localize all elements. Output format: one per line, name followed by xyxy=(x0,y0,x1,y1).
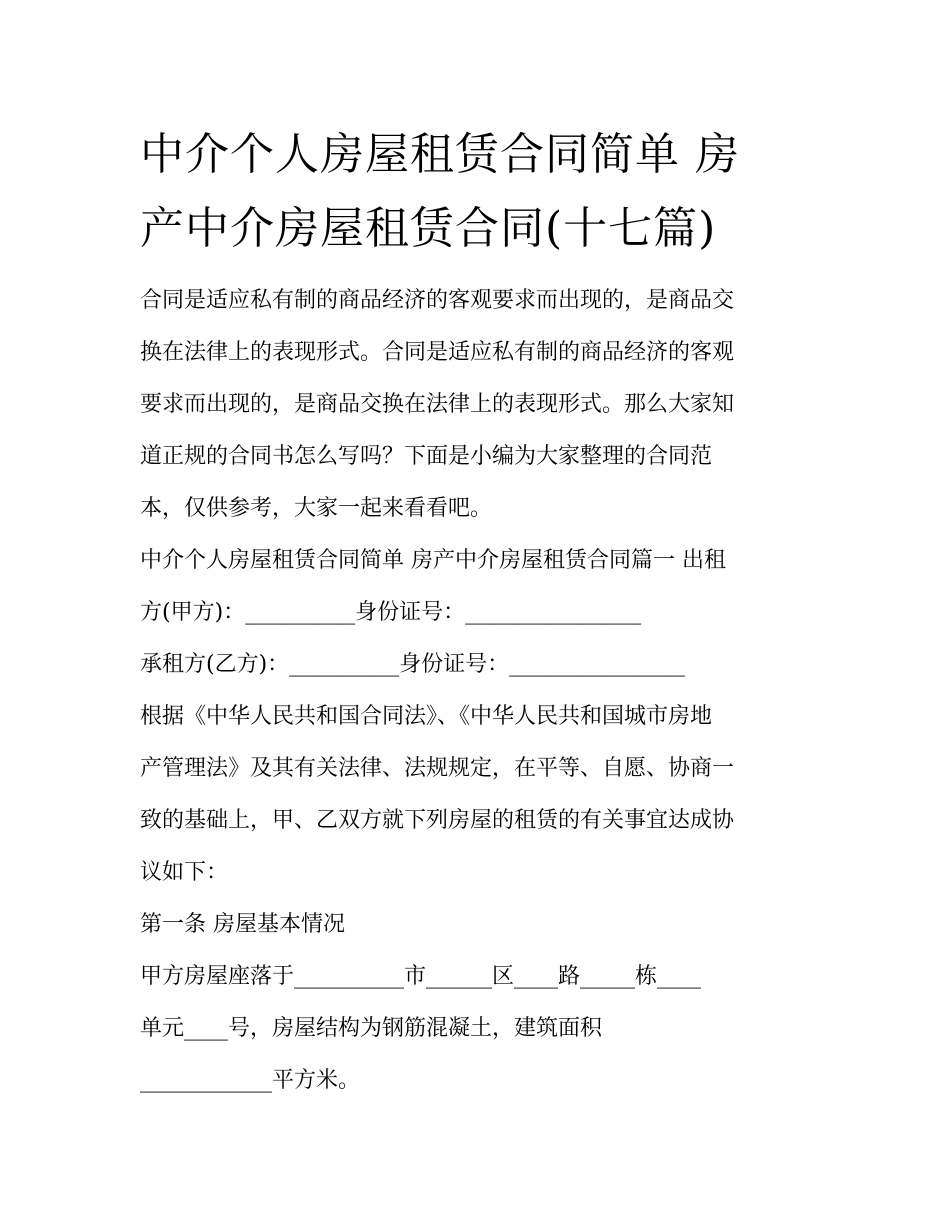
document-title xyxy=(140,118,820,266)
body-line: 致的基础上，甲、乙双方就下列房屋的租赁的有关事宜达成协 xyxy=(140,808,735,833)
section-heading: 第一条 房屋基本情况 xyxy=(140,912,345,937)
party-a-line: 方(甲方)：__________身份证号：________________ xyxy=(140,600,642,625)
title-line: 中介个人房屋租赁合同简单 房 xyxy=(140,129,740,180)
body-line: 换在法律上的表现形式。合同是适应私有制的商品经济的客观 xyxy=(140,340,735,365)
body-line: ____________平方米。 xyxy=(140,1068,361,1093)
body-line: 合同是适应私有制的商品经济的客观要求而出现的，是商品交 xyxy=(140,288,735,313)
body-line: 甲方房屋座落于__________市______区____路_____栋____ xyxy=(140,964,702,989)
body-line: 根据《中华人民共和国合同法》、《中华人民共和国城市房地 xyxy=(140,704,713,729)
body-line: 道正规的合同书怎么写吗？下面是小编为大家整理的合同范 xyxy=(140,444,713,469)
body-line: 本，仅供参考，大家一起来看看吧。 xyxy=(140,496,493,521)
body-line: 产管理法》及其有关法律、法规规定，在平等、自愿、协商一 xyxy=(140,756,735,781)
party-b-line: 承租方(乙方)：__________身份证号：________________ xyxy=(140,652,686,677)
body-line: 议如下： xyxy=(140,860,229,885)
body-line: 中介个人房屋租赁合同简单 房产中介房屋租赁合同篇一 出租 xyxy=(140,548,726,573)
document-body xyxy=(140,282,820,1114)
body-line: 要求而出现的，是商品交换在法律上的表现形式。那么大家知 xyxy=(140,392,735,417)
title-line: 产中介房屋租赁合同(十七篇) xyxy=(140,203,717,254)
body-line: 单元____号，房屋结构为钢筋混凝土，建筑面积 xyxy=(140,1016,603,1041)
